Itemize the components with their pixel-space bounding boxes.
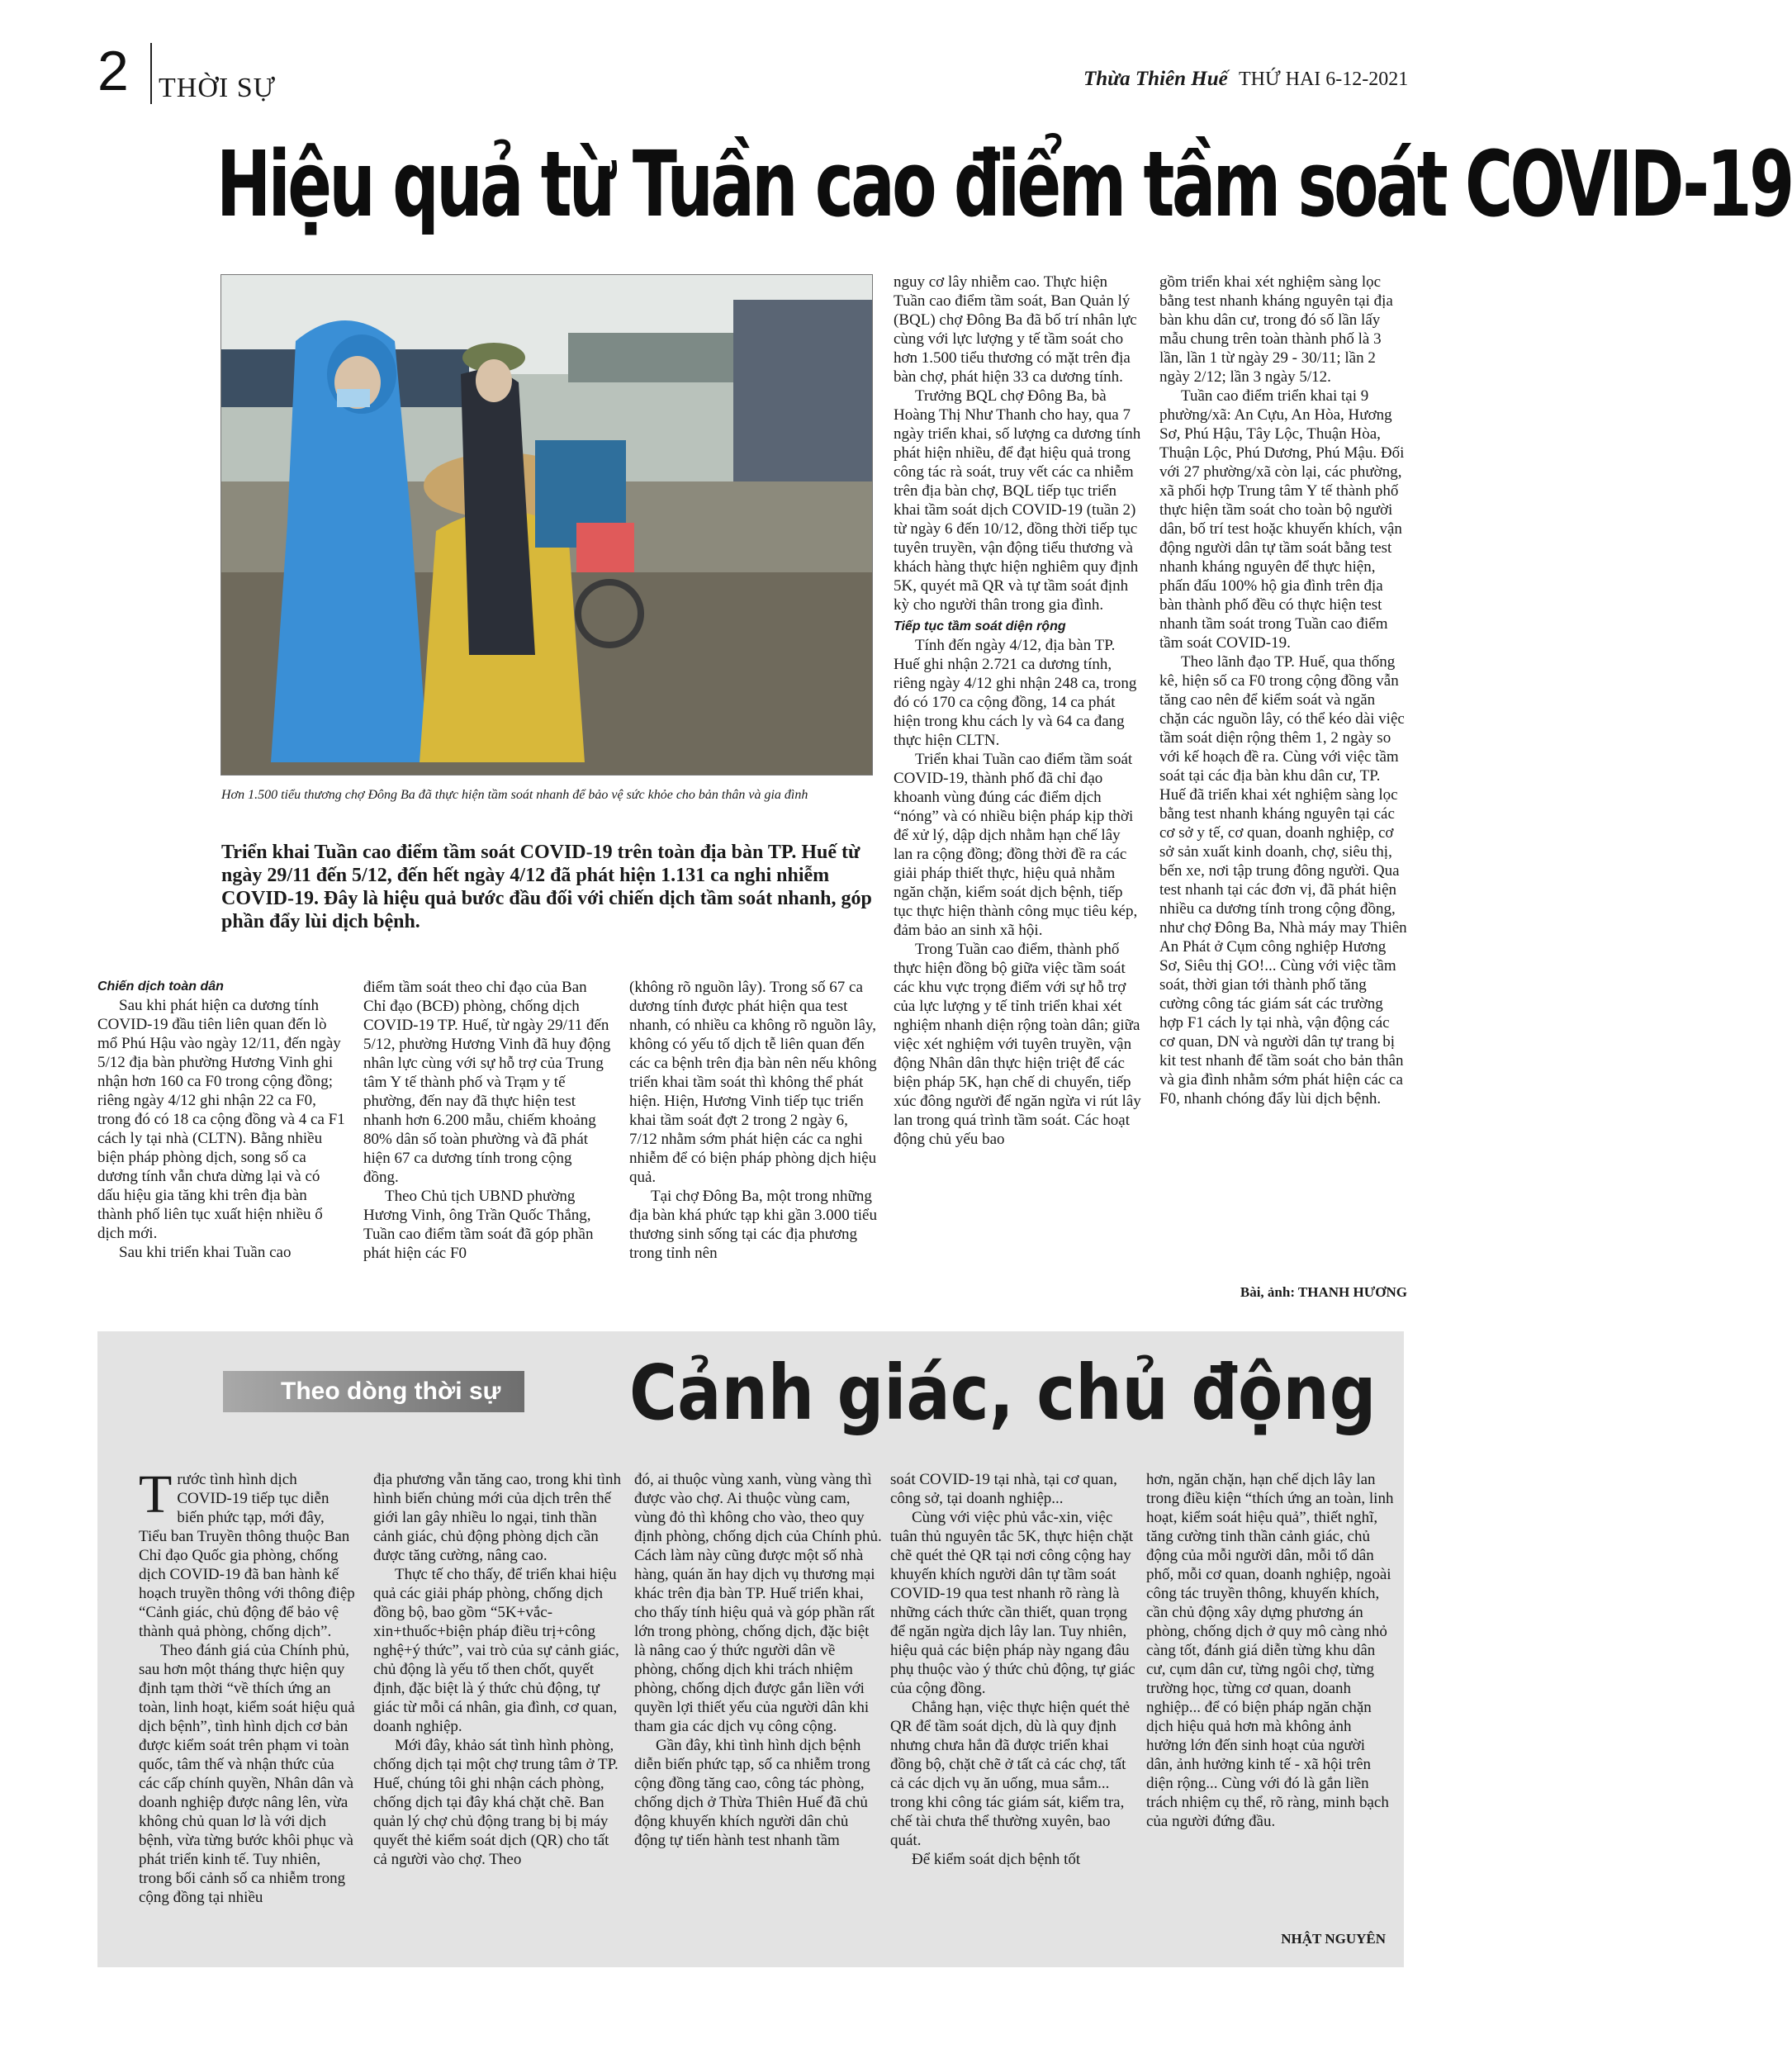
paragraph: điểm tầm soát theo chỉ đạo của Ban Chỉ đạo (BCĐ) phòng, chống dịch COVID-19 TP. Huế, từ ngày 29/11 đến 5/12, phường Hương Vinh đã huy động nhân lực cùng với sự hỗ trợ của Trung tâm Y tế thành phố và Trạm y tế phường, đến nay đã thực hiện test nhanh hơn 6.200 mẫu, chiếm khoảng 80% dân số toàn phường và đã phát hiện 67 ca dương tính trong cộng đồng. bbox=[363, 979, 611, 1186]
article1-column-3 bbox=[629, 978, 877, 1263]
paragraph: Theo lãnh đạo TP. Huế, qua thống kê, hiện số ca F0 trong cộng đồng vẫn tăng cao nên để kiểm soát và ngăn chặn các nguồn lây, có thể kéo dài việc tầm soát diện rộng thêm 1, 2 ngày so với kế hoạch đề ra. Cùng với việc tầm soát tại các địa bàn khu dân cư, TP. Huế đã triển khai xét nghiệm sàng lọc bằng test nhanh kháng nguyên tại các cơ sở y tế, cơ quan, doanh nghiệp, cơ sở sản xuất kinh doanh, chợ, siêu thị, bến xe, nơi tập trung đông người. Qua test nhanh tại các đơn vị, đã phát hiện nhiều ca dương tính trong cộng đồng, như chợ Đông Ba, Nhà máy may Thiên An Phát ở Cụm công nghiệp Hương Sơ, Siêu thị GO!... Cùng với việc tầm soát, thời gian tới thành phố tăng cường công tác giám sát các trường hợp F1 cách ly tại nhà, vận động các cơ quan, DN và người dân tự trang bị kit test nhanh để tầm soát cho bản thân và gia đình nhằm sớm phát hiện các ca F0, nhanh chóng đẩy lùi dịch bệnh. bbox=[1159, 653, 1407, 1108]
paragraph: Sau khi phát hiện ca dương tính COVID-19 đầu tiên liên quan đến lò mổ Phú Hậu vào ngày 12/11, đến ngày 5/12 địa bàn phường Hương Vinh ghi nhận hơn 160 ca F0 trong cộng đồng; riêng ngày 4/12 ghi nhận 22 ca F0, trong đó có 18 ca cộng đồng và 4 ca F1 cách ly tại nhà (CLTN). Bằng nhiều biện pháp phòng dịch, song số ca dương tính vẫn chưa dừng lại và có dấu hiệu gia tăng khi trên địa bàn thành phố liên tục xuất hiện nhiều ổ dịch mới. bbox=[97, 997, 345, 1242]
paragraph: Trưởng BQL chợ Đông Ba, bà Hoàng Thị Như Thanh cho hay, qua 7 ngày triển khai, số lượng ca dương tính phát hiện nhiều, để đạt hiệu quả trong công tác rà soát, truy vết các ca nhiễm trên địa bàn chợ, BQL tiếp tục triển khai tầm soát dịch COVID-19 (tuần 2) từ ngày 6 đến 10/12, đồng thời tiếp tục tuyên truyền, vận động tiểu thương và khách hàng thực hiện nghiêm quy định 5K, quyét mã QR và tự tầm soát định kỳ cho người thân trong gia đình. bbox=[894, 387, 1141, 614]
header-divider bbox=[150, 43, 152, 104]
paragraph: gồm triển khai xét nghiệm sàng lọc bằng test nhanh kháng nguyên tại địa bàn khu dân cư, trong đó số lần lấy mẫu chung trên toàn thành phố là 3 lần, lần 1 từ ngày 29 - 30/11; lần 2 ngày 2/12; lần 3 ngày 5/12. bbox=[1159, 273, 1393, 386]
paragraph: Theo đánh giá của Chính phủ, sau hơn một tháng thực hiện quy định tạm thời “về thích ứng an toàn, linh hoạt, kiểm soát hiệu quả dịch bệnh”, tình hình dịch cơ bản được kiểm soát trên phạm vi toàn quốc, tâm thế và nhận thức của các cấp chính quyền, Nhân dân và doanh nghiệp được nâng lên, vừa không chủ quan lơ là với dịch bệnh, vừa từng bước khôi phục và phát triển kinh tế. Tuy nhiên, trong bối cảnh số ca nhiễm trong cộng đồng tại nhiều bbox=[139, 1642, 355, 1906]
photo-caption: Hơn 1.500 tiểu thương chợ Đông Ba đã thực hiện tầm soát nhanh để bảo vệ sức khỏe cho bản thân và gia đình bbox=[221, 788, 808, 802]
paragraph: địa phương vẫn tăng cao, trong khi tình hình biến chủng mới của dịch trên thế giới lan gây nhiều lo ngại, tinh thần cảnh giác, chủ động phòng dịch cần được tăng cường, nâng cao. bbox=[373, 1471, 622, 1564]
paragraph: nguy cơ lây nhiễm cao. Thực hiện Tuần cao điểm tầm soát, Ban Quản lý (BQL) chợ Đông Ba đã bố trí nhân lực cùng với lực lượng y tế tầm soát cho hơn 1.500 tiểu thương có mặt trên địa bàn chợ, phát hiện 33 ca dương tính. bbox=[894, 273, 1137, 386]
paragraph: Triển khai Tuần cao điểm tầm soát COVID-19, thành phố đã chỉ đạo khoanh vùng đúng các điểm dịch “nóng” và có nhiều biện pháp kịp thời để xử lý, dập dịch nhằm hạn chế lây lan ra cộng đồng; đồng thời đề ra các giải pháp thiết thực, hiệu quả nhằm ngăn chặn, kiểm soát dịch bệnh, tiếp tục thực hiện thành công mục tiêu kép, đảm bảo an sinh xã hội. bbox=[894, 751, 1138, 939]
paragraph: Để kiểm soát dịch bệnh tốt bbox=[912, 1851, 1081, 1868]
subheading: Chiến dịch toàn dân bbox=[97, 979, 224, 994]
paragraph: (không rõ nguồn lây). Trong số 67 ca dương tính được phát hiện qua test nhanh, có nhiều ca không rõ nguồn lây, không có yếu tố dịch tễ liên quan đến các ca bệnh trên địa bàn nên nếu không triển khai tầm soát thì không thể phát hiện. Hiện, Hương Vinh tiếp tục triển khai tầm soát đợt 2 trong 2 ngày 6, 7/12 nhằm sớm phát hiện các ca nghi nhiễm để có biện pháp phòng dịch hiệu quả. bbox=[629, 979, 877, 1186]
paragraph: Thực tế cho thấy, để triển khai hiệu quả các giải pháp phòng, chống dịch đồng bộ, bao gồm “5K+vắc-xin+thuốc+biện pháp điều trị+công nghệ+ý thức”, vai trò của sự cảnh giác, chủ động là yếu tố then chốt, quyết định, đặc biệt là ý thức chủ động, tự giác từ mỗi cá nhân, gia đình, cơ quan, doanh nghiệp. bbox=[373, 1566, 619, 1735]
subheading: Tiếp tục tầm soát diện rộng bbox=[894, 619, 1066, 633]
issue-date: THỨ HAI 6-12-2021 bbox=[1239, 69, 1409, 90]
paragraph: soát COVID-19 tại nhà, tại cơ quan, công sở, tại doanh nghiệp... bbox=[890, 1471, 1117, 1507]
paragraph: Sau khi triển khai Tuần cao bbox=[119, 1244, 292, 1261]
paragraph: đó, ai thuộc vùng xanh, vùng vàng thì được vào chợ. Ai thuộc vùng cam, vùng đỏ thì không cho vào, theo quy định phòng, chống dịch của Chính phủ. Cách làm này cũng được một số nhà hàng, quán ăn hay dịch vụ thương mại khác trên địa bàn TP. Huế triển khai, cho thấy tính hiệu quả và góp phần rất lớn trong phòng, chống dịch, đặc biệt là nâng cao ý thức người dân về phòng, chống dịch khi trách nhiệm phòng, chống dịch được gắn liền với quyền lợi thiết yếu của người dân khi tham gia các dịch vụ công cộng. bbox=[634, 1471, 882, 1735]
drop-cap: T bbox=[139, 1464, 173, 1525]
paragraph: Mới đây, khảo sát tình hình phòng, chống dịch tại một chợ trung tâm ở TP. Huế, chúng tôi ghi nhận cách phòng, chống dịch tại đây khá chặt chẽ. Ban quản lý chợ chủ động trang bị bị máy quyết thẻ kiểm soát dịch (QR) cho tất cả người vào chợ. Theo bbox=[373, 1737, 619, 1868]
paragraph: Trong Tuần cao điểm, thành phố thực hiện đồng bộ giữa việc tầm soát các khu vực trọng điểm với sự hỗ trợ của lực lượng y tế tỉnh triển khai xét nghiệm nhanh diện rộng toàn dân; giữa việc xét nghiệm với tuyên truyền, vận động Nhân dân thực hiện triệt để các biện pháp 5K, hạn chế di chuyển, tiếp xúc đông người để ngăn ngừa vi rút lây lan trong quá trình tầm soát. Các hoạt động chủ yếu bao bbox=[894, 941, 1141, 1148]
article2-column-5 bbox=[1146, 1470, 1394, 1831]
page-number: 2 bbox=[97, 40, 129, 102]
paragraph: Tuần cao điểm triển khai tại 9 phường/xã: An Cựu, An Hòa, Hương Sơ, Phú Hậu, Tây Lộc, Thuận Hòa, Thuận Lộc, Phú Dương, Phú Mậu. Đối với 27 phường/xã còn lại, các phường, xã phối hợp Trung tâm Y tế thành phố thực hiện tầm soát cho toàn bộ người dân, bố trí test hoặc khuyến khích, vận động người dân tự tầm soát bằng test nhanh kháng nguyên để thực hiện, phấn đấu 100% hộ gia đình trên địa bàn thành phố đều có thực hiện test nhanh tầm soát trong Tuần cao điểm tầm soát COVID-19. bbox=[1159, 387, 1405, 652]
article2-column-1 bbox=[139, 1464, 355, 1907]
column-tag: Theo dòng thời sự bbox=[223, 1371, 524, 1412]
article2-column-4 bbox=[890, 1470, 1138, 1869]
paragraph: Theo Chủ tịch UBND phường Hương Vinh, ông Trần Quốc Thắng, Tuần cao điểm tầm soát đã góp phần phát hiện các F0 bbox=[363, 1188, 594, 1262]
opinion-title: Cảnh giác, chủ động bbox=[629, 1349, 1377, 1437]
article1-column-4 bbox=[894, 273, 1141, 1149]
section-label: THỜI SỰ bbox=[159, 73, 276, 103]
article-photo bbox=[220, 274, 873, 775]
paragraph: Cùng với việc phủ vắc-xin, việc tuân thủ nguyên tắc 5K, thực hiện chặt chẽ quét thẻ QR tại nơi công cộng hay khuyến khích người dân tự tầm soát COVID-19 qua test nhanh rõ ràng là những cách thức cần thiết, quan trọng để ngăn ngừa dịch lây lan. Tuy nhiên, hiệu quả các biện pháp này ngang đâu phụ thuộc vào ý thức chủ động, tự giác của cộng đồng. bbox=[890, 1509, 1135, 1697]
market-photo-illustration bbox=[221, 275, 872, 775]
article1-byline: Bài, ảnh: THANH HƯƠNG bbox=[1240, 1284, 1407, 1300]
article2-column-2 bbox=[373, 1470, 621, 1869]
paragraph: Chẳng hạn, việc thực hiện quét thẻ QR để tầm soát dịch, dù là quy định nhưng chưa hẳn đã được triển khai đồng bộ, chặt chẽ ở tất cả các chợ, tất cả các dịch vụ ăn uống, mua sắm... trong khi công tác giám sát, kiểm tra, chế tài chưa thể thường xuyên, bao quát. bbox=[890, 1699, 1131, 1849]
paragraph: Gần đây, khi tình hình dịch bệnh diễn biến phức tạp, số ca nhiễm trong cộng đồng tăng cao, công tác phòng, chống dịch ở Thừa Thiên Huế đã chủ động khuyến khích người dân chủ động tự tiến hành test nhanh tầm bbox=[634, 1737, 870, 1849]
paragraph: Tại chợ Đông Ba, một trong những địa bàn khá phức tạp khi gần 3.000 tiểu thương sinh sống tại các địa phương trong tỉnh nên bbox=[629, 1188, 877, 1262]
article2-byline: NHẬT NGUYÊN bbox=[1281, 1931, 1386, 1947]
paragraph: rước tình hình dịch COVID-19 tiếp tục diễn biến phức tạp, mới đây, Tiểu ban Truyền thông thuộc Ban Chỉ đạo Quốc gia phòng, chống dịch COVID-19 đã ban hành kế hoạch truyền thông với thông điệp “Cảnh giác, chủ động để bảo vệ thành quả phòng, chống dịch”. bbox=[139, 1471, 355, 1640]
article1-column-2 bbox=[363, 978, 611, 1263]
article1-column-1 bbox=[97, 978, 345, 1262]
article1-column-5 bbox=[1159, 273, 1407, 1108]
paragraph: hơn, ngăn chặn, hạn chế dịch lây lan trong điều kiện “thích ứng an toàn, linh hoạt, kiểm soát hiệu quả”, thiết nghĩ, tăng cường tinh thần cảnh giác, chủ động của mỗi người dân, mỗi tổ dân phố, mỗi cơ quan, doanh nghiệp, ngoài công tác truyền thông, khuyến khích, cần chủ động xây dựng phương án phòng, chống dịch ở quy mô càng nhỏ càng tốt, đánh giá diễn từng khu dân cư, cụm dân cư, từng ngôi chợ, từng trường học, từng cơ quan, doanh nghiệp... để có biện pháp ngăn chặn dịch hiệu quả hơn mà không ảnh hưởng lớn đến sinh hoạt của người dân, ảnh hưởng kinh tế - xã hội trên diện rộng... Cùng với đó là gắn liền trách nhiệm cụ thể, rõ ràng, minh bạch của người đứng đầu. bbox=[1146, 1471, 1394, 1830]
newspaper-name: Thừa Thiên Huế bbox=[1083, 68, 1228, 90]
article-lead: Triển khai Tuần cao điểm tầm soát COVID-19 trên toàn địa bàn TP. Huế từ ngày 29/11 đến 5/12, đến hết ngày 4/12 đã phát hiện 1.131 ca nghi nhiễm COVID-19. Đây là hiệu quả bước đầu đối với chiến dịch tầm soát nhanh, góp phần đẩy lùi dịch bệnh. bbox=[221, 842, 872, 932]
article-headline: Hiệu quả từ Tuần cao điểm tầm soát COVID-19 bbox=[216, 131, 1792, 237]
article2-column-3 bbox=[634, 1470, 882, 1850]
paragraph: Tính đến ngày 4/12, địa bàn TP. Huế ghi nhận 2.721 ca dương tính, riêng ngày 4/12 ghi nhận 248 ca, trong đó có 170 ca cộng đồng, 14 ca phát hiện trong khu cách ly và 64 ca đang thực hiện CLTN. bbox=[894, 637, 1137, 749]
